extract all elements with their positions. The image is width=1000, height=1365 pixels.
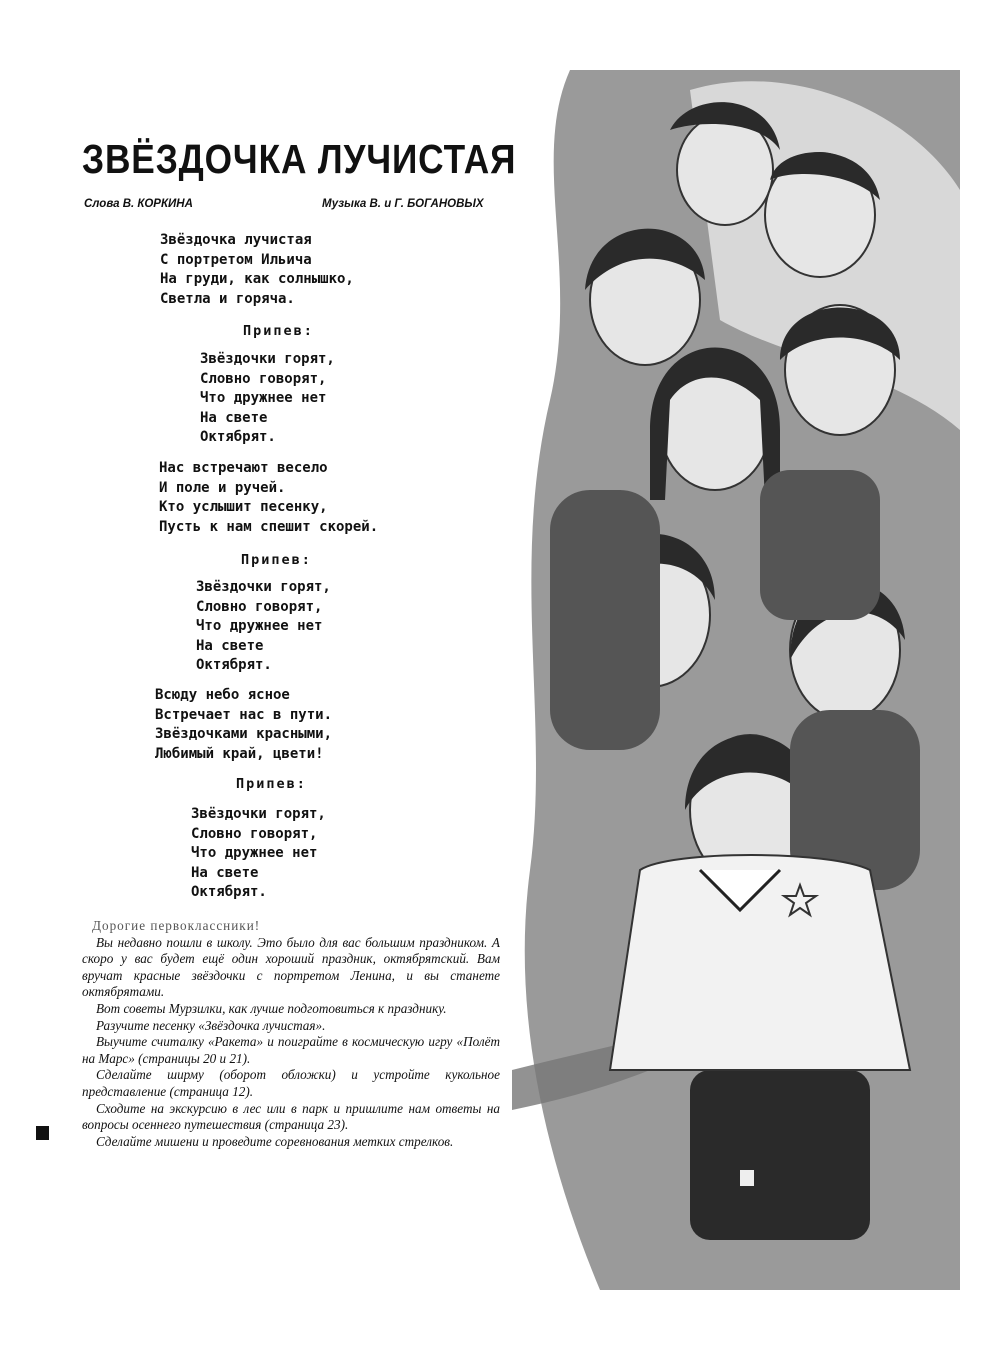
letter-to-first-graders <box>82 918 500 1150</box>
letter-paragraph: Сделайте мишени и проведите соревнования метких стрелков. <box>96 1133 454 1149</box>
letter-paragraph: Выучите считалку «Ракета» и поиграйте в космическую игру «Полёт на Марс» (страницы 20 и 21). <box>82 1034 500 1066</box>
refrain-line: Словно говорят, <box>200 370 327 387</box>
letter-paragraph: Сходите на экскурсию в лес или в парк и пришлите нам ответы на вопросы осеннего путешествия (страница 23). <box>82 1100 500 1133</box>
schoolbag <box>690 1070 870 1240</box>
refrain-2 <box>196 578 331 676</box>
verse-1 <box>160 231 354 309</box>
music-credit: Музыка В. и Г. БОГАНОВЫХ <box>322 198 484 210</box>
refrain-line: Что дружнее нет <box>200 390 327 407</box>
refrain-line: Звёздочки горят, <box>191 806 326 822</box>
refrain-line: Звёздочки горят, <box>196 579 331 595</box>
verse-line: Звёздочка лучистая <box>160 232 312 248</box>
refrain-line: Октябрят. <box>200 429 276 446</box>
refrain-label: Припев: <box>241 552 312 568</box>
refrain-3 <box>191 805 326 903</box>
refrain-line: Что дружнее нет <box>196 618 323 635</box>
refrain-line: На свете <box>200 409 268 426</box>
verse-line: Любимый край, цвети! <box>155 745 324 762</box>
lyrics-credit: Слова В. КОРКИНА <box>84 198 193 210</box>
refrain-line: Звёздочки горят, <box>200 351 335 367</box>
refrain-label: Припев: <box>243 323 314 339</box>
refrain-line: Октябрят. <box>196 657 272 674</box>
verse-line: Светла и горяча. <box>160 290 295 307</box>
print-mark <box>36 1126 49 1140</box>
letter-paragraph: Сделайте ширму (оборот обложки) и устройте кукольное представление (страница 12). <box>82 1067 500 1099</box>
refrain-line: На свете <box>196 637 264 654</box>
verse-line: Всюду небо ясное <box>155 687 290 703</box>
letter-paragraph: Вот советы Мурзилки, как лучше подготовиться к празднику. <box>96 1000 447 1016</box>
refrain-label: Припев: <box>236 776 307 792</box>
letter-paragraph: Вы недавно пошли в школу. Это было для вас большим праздником. А скоро у вас будет ещё один хороший праздник, октябрятский. Вам вручат красные звёздочки с портретом Ленина, и вы станете октябрятами. <box>82 934 500 1000</box>
refrain-line: На свете <box>191 864 259 881</box>
verse-line: На груди, как солнышко, <box>160 271 354 288</box>
verse-line: Встречает нас в пути. <box>155 706 333 723</box>
verse-line: Кто услышит песенку, <box>159 499 328 516</box>
verse-line: И поле и ручей. <box>159 479 286 496</box>
bag-clasp <box>740 1170 754 1186</box>
verse-3 <box>155 686 332 764</box>
song-title: ЗВЁЗДОЧКА ЛУЧИСТАЯ <box>82 136 517 182</box>
letter-greeting: Дорогие первоклассники! <box>92 918 261 933</box>
letter-paragraph: Разучите песенку «Звёздочка лучистая». <box>96 1017 326 1033</box>
verse-line: С портретом Ильича <box>160 251 312 268</box>
refrain-line: Что дружнее нет <box>191 845 318 862</box>
refrain-line: Словно говорят, <box>191 825 318 842</box>
refrain-line: Словно говорят, <box>196 598 323 615</box>
children-illustration <box>490 70 970 1300</box>
refrain-1 <box>200 350 335 448</box>
verse-line: Нас встречают весело <box>159 460 328 476</box>
verse-2 <box>159 459 378 537</box>
verse-line: Пусть к нам спешит скорей. <box>159 518 379 535</box>
refrain-line: Октябрят. <box>191 884 267 901</box>
verse-line: Звёздочками красными, <box>155 726 333 743</box>
